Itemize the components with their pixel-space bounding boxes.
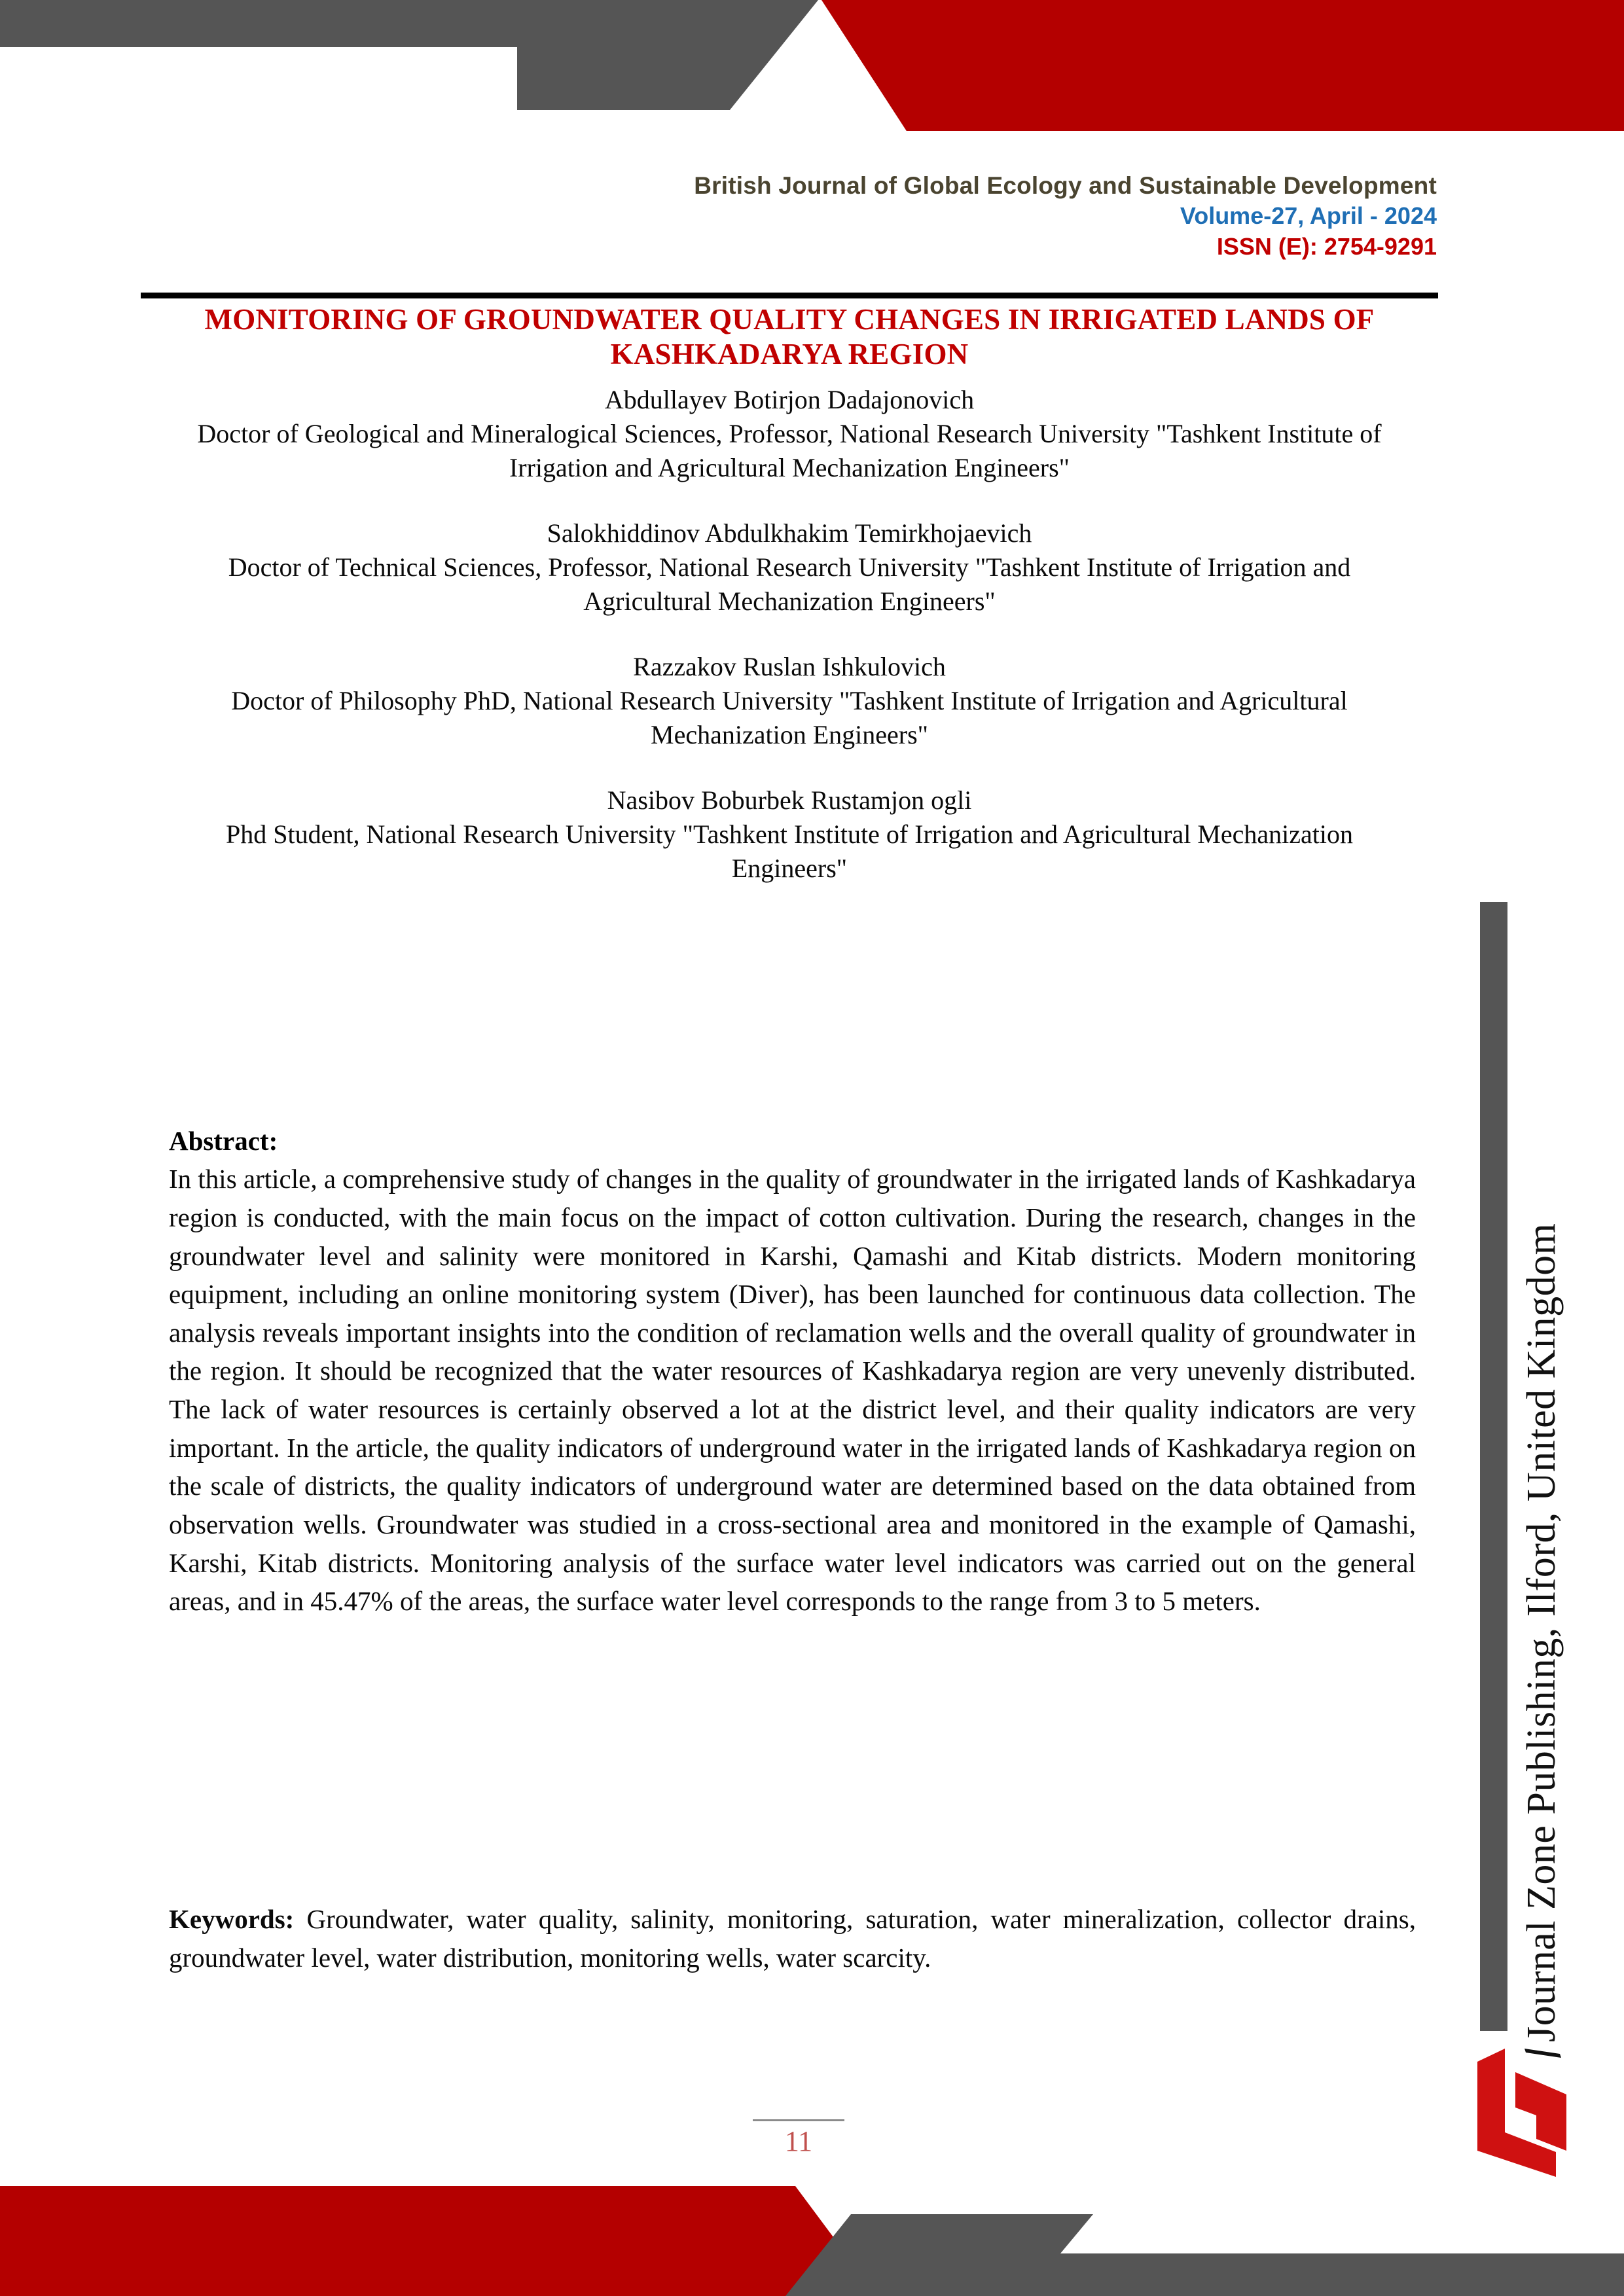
author-affiliation: Doctor of Geological and Mineralogical Sciences, Professor, National Research University "Tashkent Institute of Irrigation and Agricultural Mechanization Engineers"	[197, 419, 1382, 482]
page-title: MONITORING OF GROUNDWATER QUALITY CHANGES IN IRRIGATED LANDS OF KASHKADARYA REGION	[204, 303, 1375, 370]
author-entry	[169, 650, 1410, 752]
top-banner-gray-shape	[0, 0, 818, 110]
keywords-body: Groundwater, water quality, salinity, monitoring, saturation, water mineralization, collector drains, groundwater level, water distribution, monitoring wells, water scarcity.	[169, 1904, 1416, 1973]
bottom-banner-red-shape	[0, 2186, 916, 2296]
author-entry	[169, 783, 1410, 886]
author-name: Abdullayev Botirjon Dadajonovich	[604, 385, 975, 414]
top-decorative-banner	[0, 0, 1624, 131]
author-affiliation: Doctor of Philosophy PhD, National Research University "Tashkent Institute of Irrigation and Agricultural Mechanization Engineers"	[231, 686, 1348, 749]
page-number: 11	[784, 2125, 813, 2157]
issn-value: 2754-9291	[1317, 233, 1437, 260]
top-banner-red-shape	[720, 0, 1624, 131]
publisher-vertical-text	[1519, 0, 1597, 2042]
publisher-vertical-text-label: Journal Zone Publishing, Ilford, United Kingdom	[1519, 1223, 1564, 2042]
journal-volume: Volume-27, April - 2024	[1180, 202, 1437, 229]
journal-name: British Journal of Global Ecology and Sustainable Development	[694, 172, 1437, 199]
abstract-body: In this article, a comprehensive study of changes in the quality of groundwater in the irrigated lands of Kashkadarya region is conducted, with the main focus on the impact of cotton cultivation. During the research, changes in the groundwater level and salinity were monitored in Karshi, Qamashi and Kitab districts. Modern monitoring equipment, including an online monitoring system (Diver), has been launched for continuous data collection. The analysis reveals important insights into the condition of reclamation wells and the overall quality of groundwater in the region. It should be recognized that the water resources of Kashkadarya region are very unevenly distributed. The lack of water resources is certainly observed a lot at the district level, and their quality indicators are very important. In the article, the quality indicators of underground water in the irrigated lands of Kashkadarya region on the scale of districts, the quality indicators of underground water are determined based on the data obtained from observation wells. Groundwater was studied in a cross-sectional area and monitored in the example of Qamashi, Karshi, Kitab districts. Monitoring analysis of the surface water level indicators was carried out on the general areas, and in 45.47% of the areas, the surface water level corresponds to the range from 3 to 5 meters.	[169, 1164, 1416, 1617]
abstract-section	[169, 1124, 1416, 1621]
author-spacer	[169, 485, 1410, 516]
bottom-banner-gray-shape	[785, 2214, 1624, 2296]
page-number-rule	[753, 2119, 844, 2121]
author-entry	[169, 383, 1410, 485]
author-spacer	[169, 752, 1410, 783]
bottom-decorative-banner	[0, 2186, 1624, 2296]
journal-zone-logo-icon	[1456, 2047, 1587, 2211]
issn-label: ISSN (E):	[1216, 233, 1318, 260]
journal-issn	[141, 231, 1437, 262]
author-name: Razzakov Ruslan Ishkulovich	[633, 652, 946, 681]
abstract-label: Abstract:	[169, 1126, 278, 1156]
author-affiliation: Doctor of Technical Sciences, Professor, National Research University "Tashkent Institute of Irrigation and Agricultural Mechanization Engineers"	[228, 552, 1351, 616]
author-name: Salokhiddinov Abdulkhakim Temirkhojaevich	[547, 518, 1032, 548]
publisher-strip-bar	[1480, 902, 1507, 2031]
author-affiliation: Phd Student, National Research University "Tashkent Institute of Irrigation and Agricultural Mechanization Engineers"	[226, 819, 1353, 883]
keywords-label: Keywords:	[169, 1904, 295, 1934]
keywords-section	[169, 1900, 1416, 1977]
author-entry	[169, 516, 1410, 619]
header-divider-rule	[141, 293, 1438, 298]
author-name: Nasibov Boburbek Rustamjon ogli	[607, 785, 972, 815]
publisher-logo	[1456, 2047, 1587, 2211]
journal-header	[141, 171, 1437, 262]
authors-block	[169, 383, 1410, 886]
author-spacer	[169, 619, 1410, 650]
